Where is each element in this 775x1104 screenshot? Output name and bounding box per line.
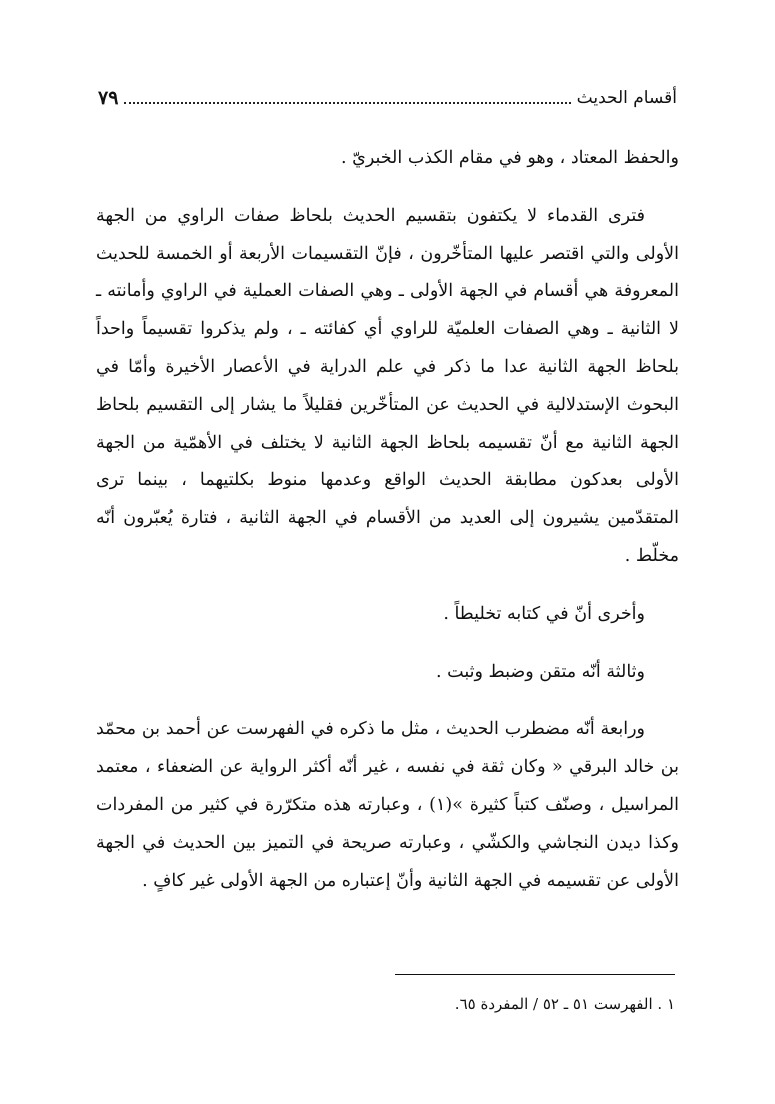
footnote-separator <box>395 974 675 975</box>
paragraph: والحفظ المعتاد ، وهو في مقام الكذب الخبريّ . <box>341 148 679 168</box>
page-number: ٧٩ <box>98 87 119 109</box>
running-header <box>98 86 677 110</box>
paragraph: ورابعة أنّه مضطرب الحديث ، مثل ما ذكره في الفهرست عن أحمد بن محمّد بن خالد البرقي « وكان ثقة في نفسه ، غير أنّه أكثر الرواية عن الضعفاء ، معتمد المراسيل ، وصنّف كتباً كثيرة »(١) ، وعبارته هذه متكرّرة في كثير من المفردات وكذا ديدن النجاشي والكشّي ، وعبارته صريحة في التميز بين الحديث في الجهة الأولى عن تقسيمه في الجهة الثانية وأنّ إعتباره من الجهة الأولى غير كافٍ . <box>96 719 680 891</box>
dotted-leader <box>124 102 570 104</box>
footnote: ١ . الفهرست ٥١ ـ ٥٢ / المفردة ٦٥. <box>454 995 675 1013</box>
paragraph: وثالثة أنّه متقن وضبط وثبت . <box>436 661 645 682</box>
chapter-title: أقسام الحديث <box>576 88 677 108</box>
paragraph: وأخرى أنّ في كتابه تخليطاً . <box>443 603 645 624</box>
paragraph: فترى القدماء لا يكتفون بتقسيم الحديث بلحاظ صفات الراوي من الجهة الأولى والتي اقتصر عليها المتأخّرون ، فإنّ التقسيمات الأربعة أو الخمسة للحديث المعروفة هي أقسام في الجهة الأولى ـ وهي الصفات العملية في الراوي وأمانته ـ لا الثانية ـ وهي الصفات العلميّة للراوي أي كفائته ـ ، ولم يذكروا تقسيماً واحداً بلحاظ الجهة الثانية عدا ما ذكر في علم الدراية في الأعصار الأخيرة وأمّا في البحوث الإستدلالية في الحديث عن المتأخّرين فقليلاً ما يشار إلى التقسيم بلحاظ الجهة الثانية مع أنّ تقسيمه بلحاظ الجهة الثانية لا يختلف في الأهمّية من الجهة الأولى بعدكون مطابقة الحديث الواقع وعدمها منوط بكلتيهما ، بينما ترى المتقدّمين يشيرون إلى العديد من الأقسام في الجهة الثانية ، فتارة يُعبّرون أنّه مخلّط . <box>96 205 679 566</box>
body-text <box>96 140 679 900</box>
